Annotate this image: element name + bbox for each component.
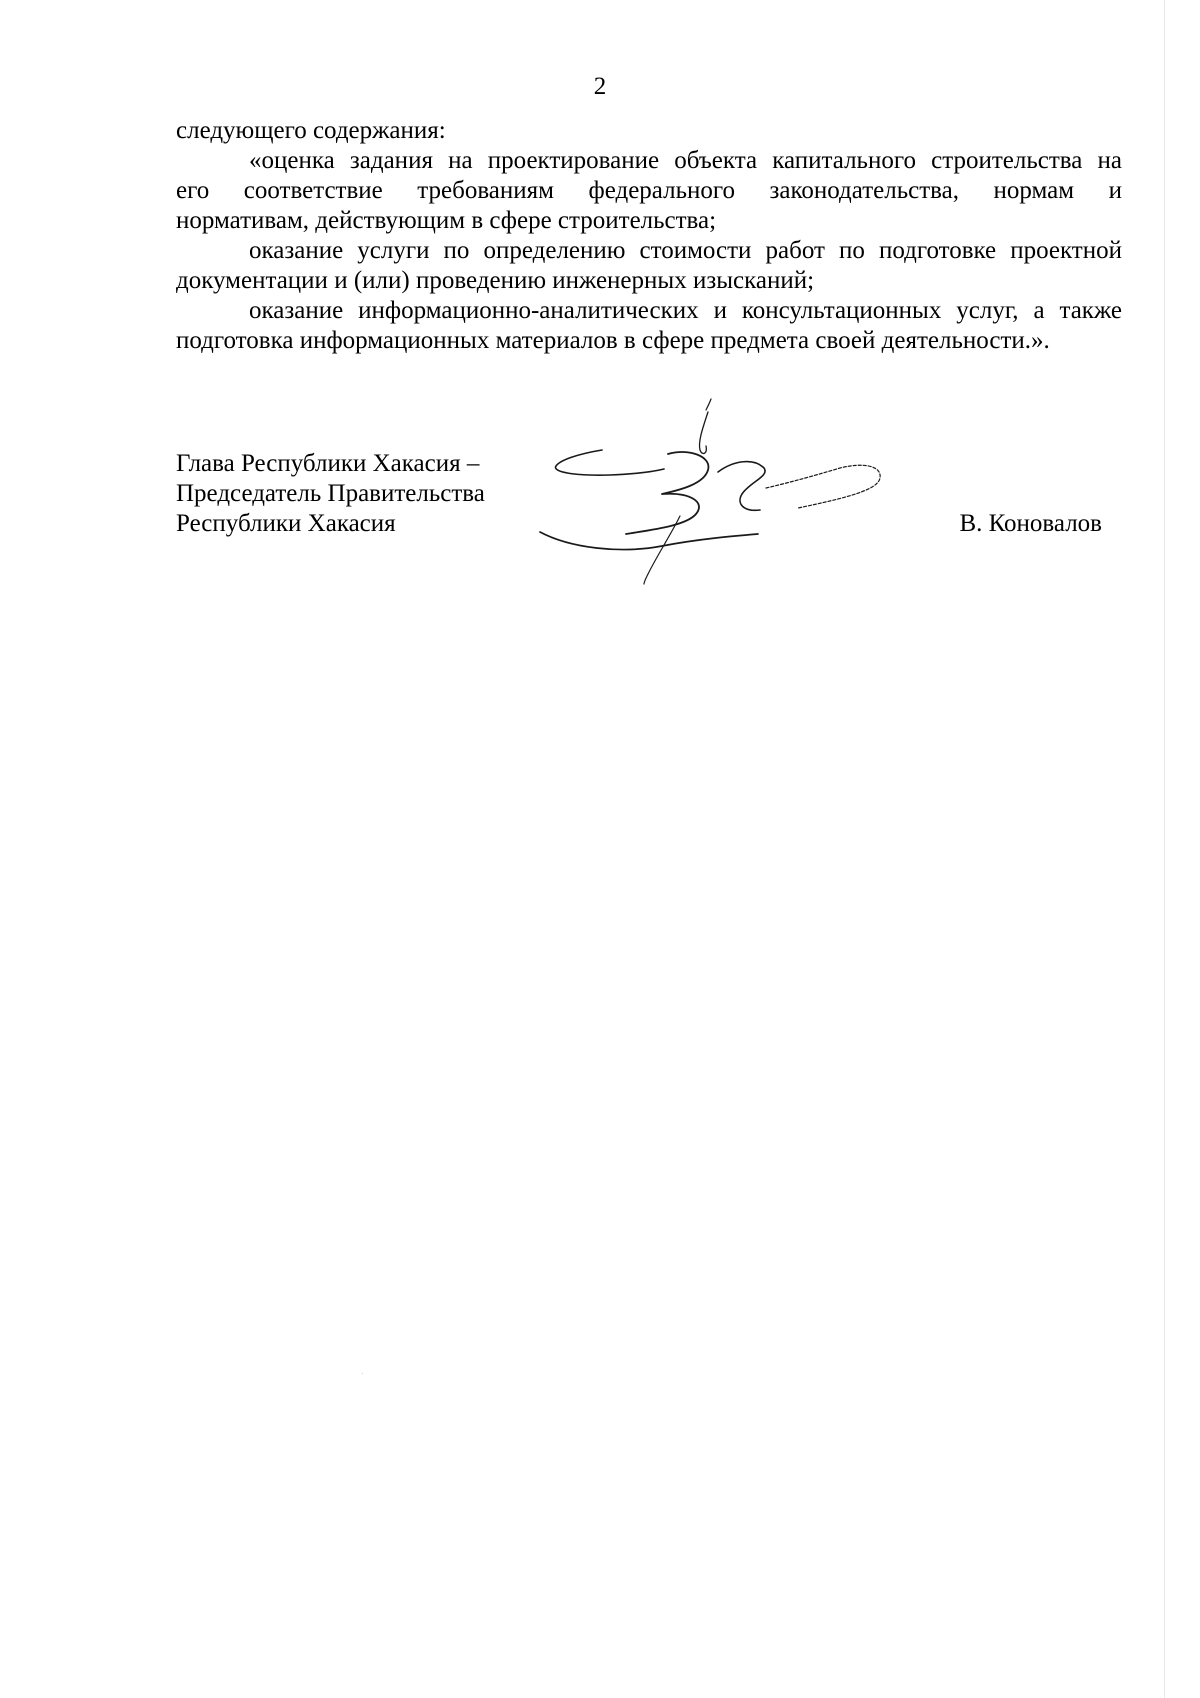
- body-line: «оценка задания на проектирование объекта капитального строительства на: [249, 147, 1122, 174]
- body-line: его соответствие требованиям федерального законодательства, нормам и: [176, 177, 1122, 204]
- body-text: [176, 116, 1122, 356]
- body-line: документации и (или) проведению инженерных изысканий;: [176, 267, 815, 294]
- body-line: оказание услуги по определению стоимости работ по подготовке проектной: [249, 237, 1122, 264]
- signatory-title-line: Председатель Правительства: [176, 480, 485, 507]
- body-line: следующего содержания:: [176, 117, 446, 144]
- scan-edge-line: [1164, 0, 1165, 1698]
- handwritten-signature: [530, 398, 910, 586]
- page-number: 2: [593, 73, 607, 100]
- body-line: нормативам, действующим в сфере строительства;: [176, 207, 717, 234]
- signatory-title: [176, 449, 485, 539]
- body-line: подготовка информационных материалов в сфере предмета своей деятельности.».: [176, 327, 1050, 354]
- scan-speck: [362, 1373, 363, 1374]
- body-line: оказание информационно-аналитических и консультационных услуг, а также: [249, 297, 1122, 324]
- signatory-title-line: Республики Хакасия: [176, 510, 396, 537]
- signatory-title-line: Глава Республики Хакасия –: [176, 450, 480, 477]
- signatory-name: В. Коновалов: [959, 510, 1102, 537]
